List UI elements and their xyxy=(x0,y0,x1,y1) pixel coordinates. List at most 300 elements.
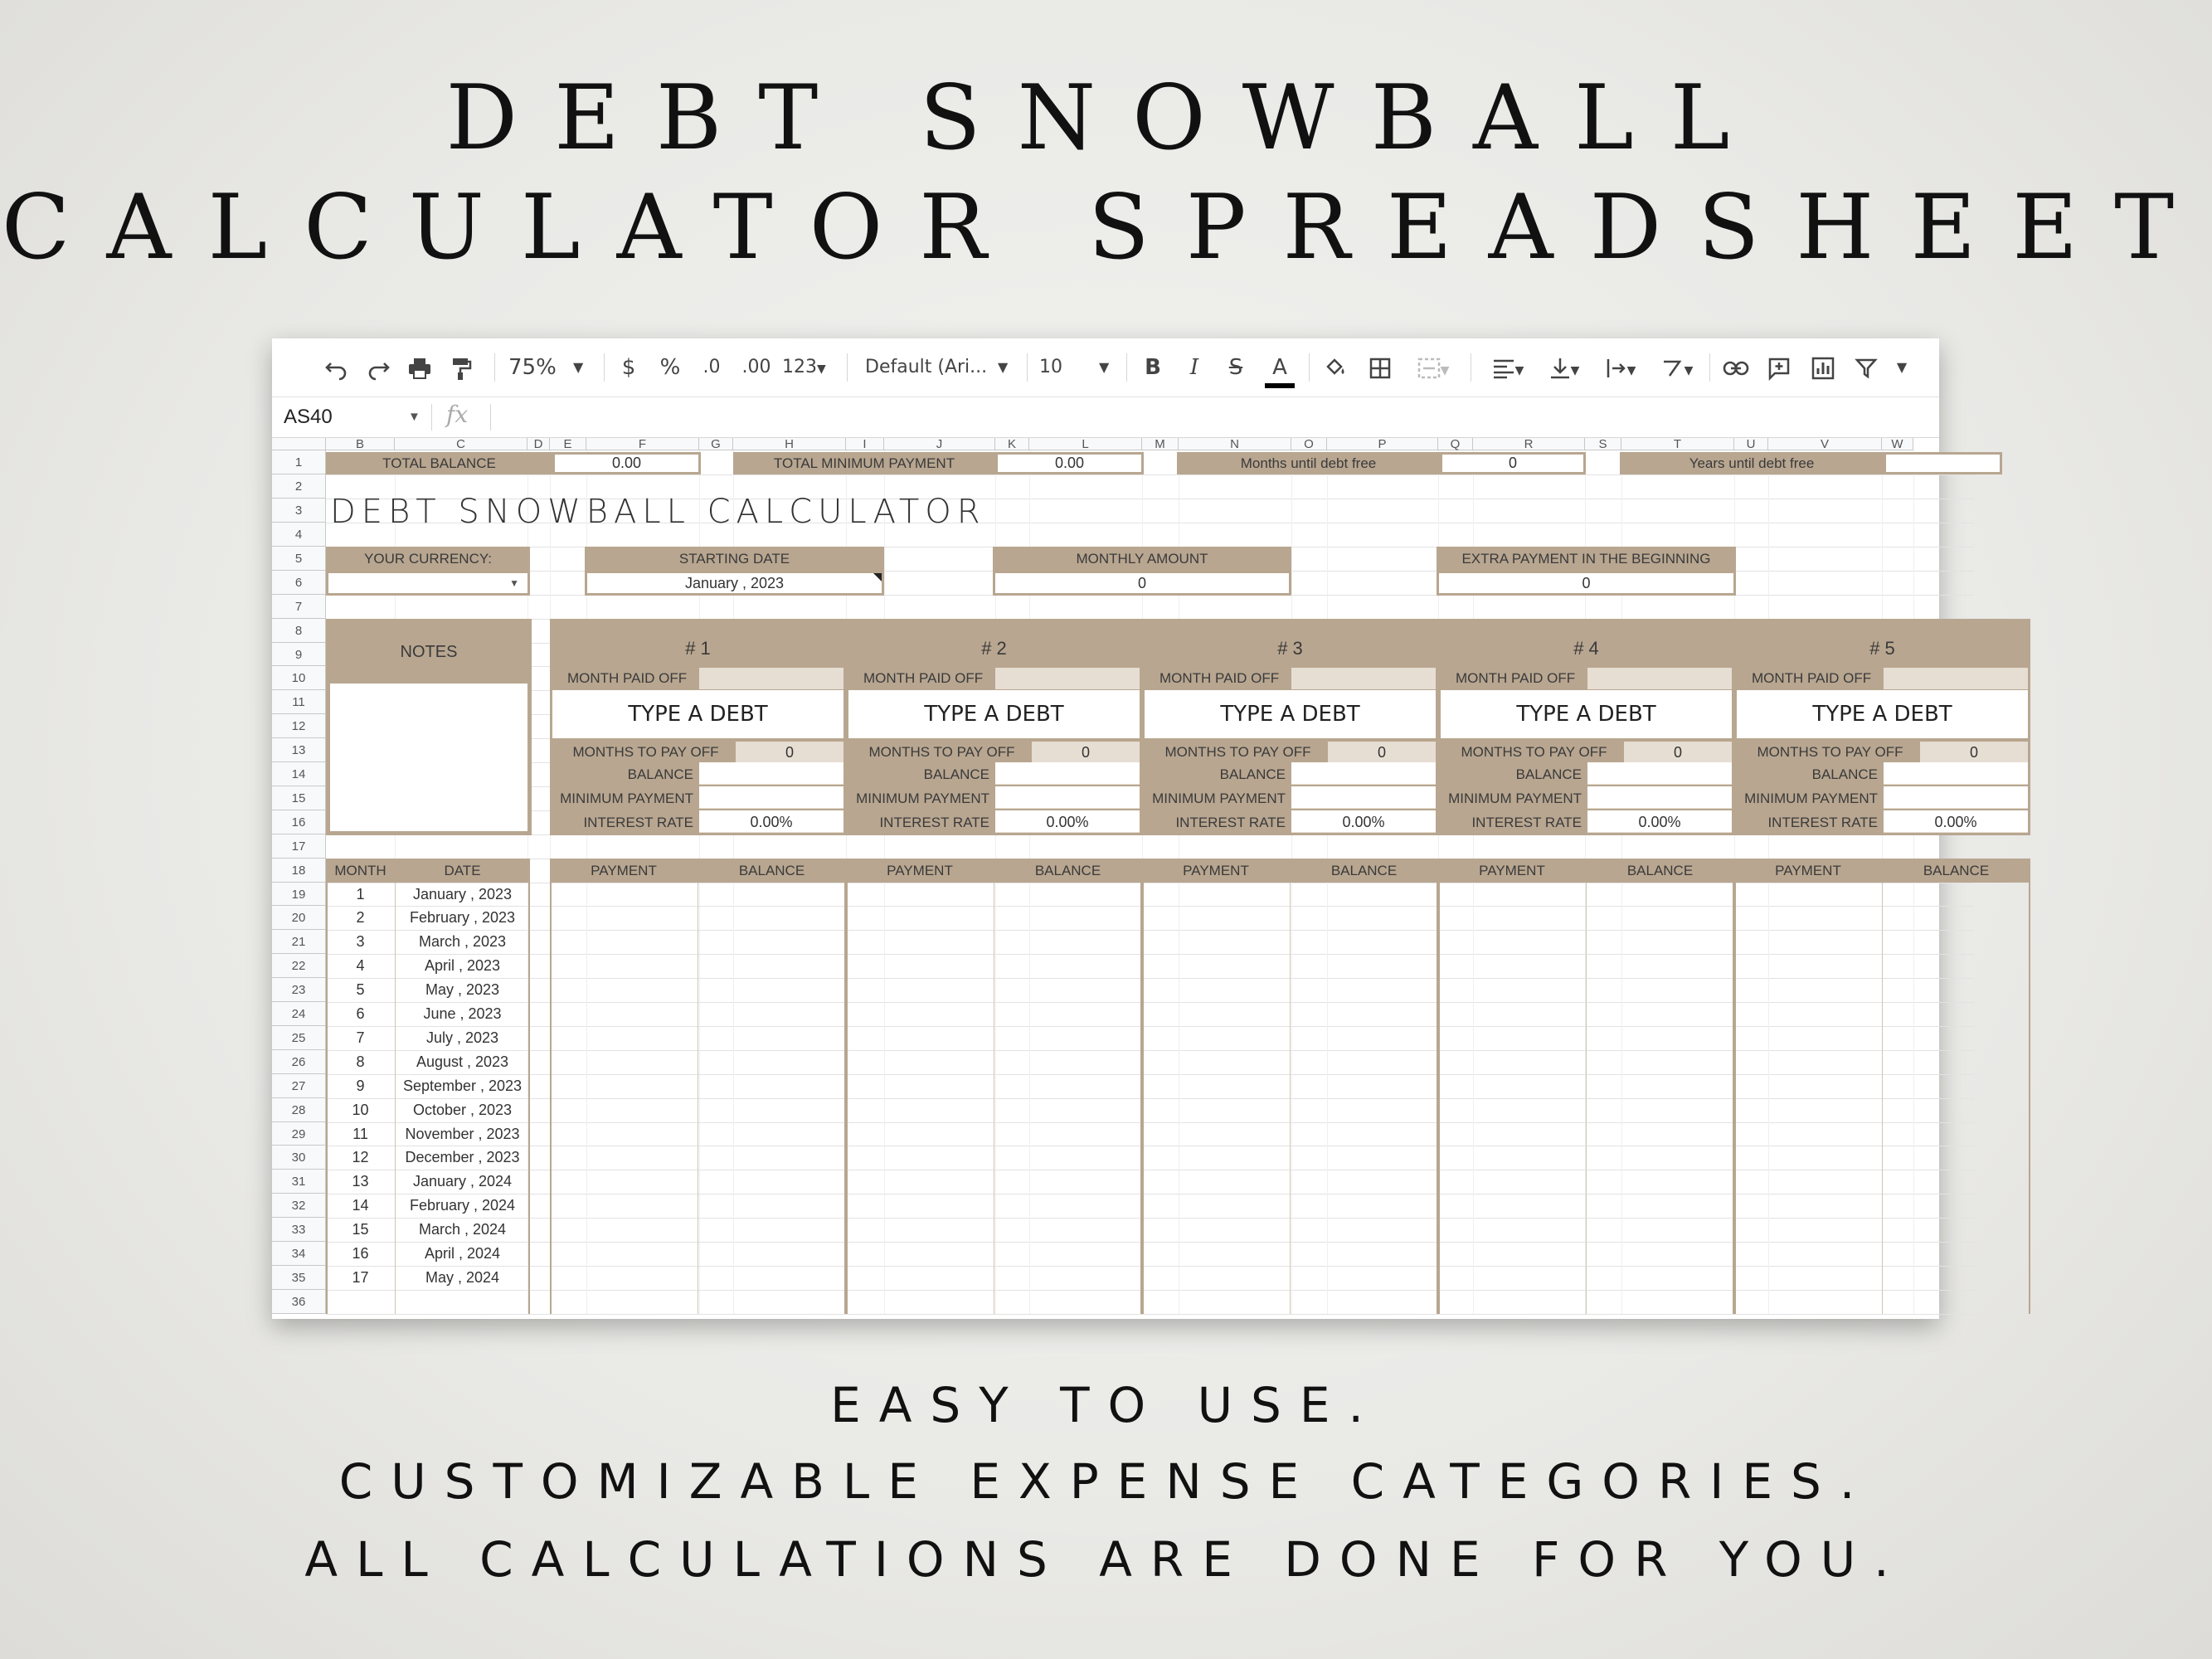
schedule-cell[interactable] xyxy=(1441,1266,1585,1290)
column-header-o[interactable]: O xyxy=(1291,438,1327,450)
schedule-cell[interactable] xyxy=(699,1026,843,1050)
schedule-cell[interactable] xyxy=(1291,1266,1436,1290)
row-header-4[interactable]: 4 xyxy=(272,523,326,547)
schedule-cell[interactable] xyxy=(1737,906,1881,930)
schedule-cell[interactable] xyxy=(848,1242,993,1266)
fill-color-icon[interactable] xyxy=(1319,350,1352,385)
schedule-cell[interactable] xyxy=(995,930,1140,954)
schedule-cell[interactable] xyxy=(1737,1122,1881,1146)
schedule-cell[interactable] xyxy=(1441,1218,1585,1242)
column-header-u[interactable]: U xyxy=(1734,438,1768,450)
schedule-cell[interactable] xyxy=(1145,1050,1289,1074)
row-header-25[interactable]: 25 xyxy=(272,1026,326,1050)
schedule-cell[interactable] xyxy=(848,978,993,1002)
schedule-cell[interactable] xyxy=(1737,1050,1881,1074)
schedule-cell[interactable] xyxy=(1884,1218,2028,1242)
schedule-cell[interactable] xyxy=(1884,1146,2028,1170)
insert-link-icon[interactable] xyxy=(1719,350,1753,385)
schedule-cell[interactable] xyxy=(1587,1242,1732,1266)
increase-decimals-button[interactable]: .00 xyxy=(741,357,771,377)
schedule-cell[interactable] xyxy=(1291,1002,1436,1026)
schedule-cell[interactable] xyxy=(699,1170,843,1194)
schedule-cell[interactable] xyxy=(848,1026,993,1050)
balance-input[interactable] xyxy=(699,762,843,785)
schedule-cell[interactable] xyxy=(1145,1122,1289,1146)
schedule-cell[interactable] xyxy=(1291,1026,1436,1050)
row-header-5[interactable]: 5 xyxy=(272,547,326,571)
schedule-cell[interactable] xyxy=(1884,883,2028,906)
row-header-7[interactable]: 7 xyxy=(272,595,326,619)
row-header-20[interactable]: 20 xyxy=(272,906,326,930)
row-header-3[interactable]: 3 xyxy=(272,499,326,523)
row-header-24[interactable]: 24 xyxy=(272,1002,326,1026)
schedule-cell[interactable] xyxy=(1884,1266,2028,1290)
schedule-cell[interactable] xyxy=(552,954,697,978)
debt-name-input[interactable]: TYPE A DEBT xyxy=(552,690,843,738)
row-header-11[interactable]: 11 xyxy=(272,690,326,714)
schedule-cell[interactable] xyxy=(1145,1218,1289,1242)
schedule-cell[interactable] xyxy=(1145,1290,1289,1314)
schedule-cell[interactable] xyxy=(848,1290,993,1314)
chevron-down-icon[interactable]: ▼ xyxy=(509,577,519,589)
balance-input[interactable] xyxy=(1884,762,2028,785)
schedule-cell[interactable] xyxy=(848,1266,993,1290)
formula-input[interactable] xyxy=(504,404,1914,431)
schedule-cell[interactable] xyxy=(1145,954,1289,978)
schedule-cell[interactable] xyxy=(552,1242,697,1266)
starting-date-input[interactable] xyxy=(585,571,884,596)
row-header-10[interactable]: 10 xyxy=(272,666,326,690)
align-horizontal-icon[interactable]: ▼ xyxy=(1483,350,1533,385)
balance-input[interactable] xyxy=(1587,762,1732,785)
schedule-cell[interactable] xyxy=(1291,1146,1436,1170)
schedule-cell[interactable] xyxy=(1884,1026,2028,1050)
schedule-cell[interactable] xyxy=(1441,1194,1585,1218)
months-until-debt-free-value[interactable]: 0 xyxy=(1440,452,1586,474)
schedule-cell[interactable] xyxy=(1441,1146,1585,1170)
total-minimum-payment-value[interactable]: 0.00 xyxy=(995,452,1144,474)
schedule-cell[interactable] xyxy=(699,1266,843,1290)
column-header-q[interactable]: Q xyxy=(1438,438,1473,450)
row-header-36[interactable]: 36 xyxy=(272,1290,326,1314)
schedule-cell[interactable] xyxy=(1441,1122,1585,1146)
schedule-cell[interactable] xyxy=(1441,883,1585,906)
schedule-cell[interactable] xyxy=(1145,1026,1289,1050)
column-header-r[interactable]: R xyxy=(1473,438,1585,450)
schedule-cell[interactable] xyxy=(848,954,993,978)
row-header-12[interactable]: 12 xyxy=(272,714,326,738)
schedule-cell[interactable] xyxy=(552,1002,697,1026)
row-header-18[interactable]: 18 xyxy=(272,859,326,883)
column-header-k[interactable]: K xyxy=(995,438,1029,450)
schedule-cell[interactable] xyxy=(552,1218,697,1242)
row-header-13[interactable]: 13 xyxy=(272,738,326,762)
schedule-cell[interactable] xyxy=(1291,1242,1436,1266)
month-paid-off-value[interactable] xyxy=(1291,668,1436,689)
schedule-cell[interactable] xyxy=(848,1122,993,1146)
schedule-cell[interactable] xyxy=(995,1122,1140,1146)
schedule-cell[interactable] xyxy=(699,1218,843,1242)
schedule-cell[interactable] xyxy=(848,1050,993,1074)
schedule-cell[interactable] xyxy=(1441,1026,1585,1050)
schedule-cell[interactable] xyxy=(1291,930,1436,954)
schedule-cell[interactable] xyxy=(552,883,697,906)
schedule-cell[interactable] xyxy=(848,930,993,954)
font-select[interactable] xyxy=(865,350,1014,385)
balance-input[interactable] xyxy=(1291,762,1436,785)
schedule-cell[interactable] xyxy=(699,1146,843,1170)
schedule-cell[interactable] xyxy=(995,1266,1140,1290)
schedule-cell[interactable] xyxy=(699,1122,843,1146)
strikethrough-button[interactable]: S xyxy=(1228,355,1243,380)
schedule-cell[interactable] xyxy=(1884,1050,2028,1074)
paint-format-icon[interactable] xyxy=(446,350,476,385)
schedule-cell[interactable] xyxy=(1441,1098,1585,1122)
schedule-cell[interactable] xyxy=(1884,1074,2028,1098)
balance-input[interactable] xyxy=(995,762,1140,785)
row-header-33[interactable]: 33 xyxy=(272,1218,326,1242)
schedule-cell[interactable] xyxy=(1587,1266,1732,1290)
schedule-cell[interactable] xyxy=(995,1050,1140,1074)
schedule-cell[interactable] xyxy=(1884,1098,2028,1122)
column-header-s[interactable]: S xyxy=(1585,438,1621,450)
schedule-cell[interactable] xyxy=(1441,1290,1585,1314)
schedule-cell[interactable] xyxy=(1291,1194,1436,1218)
schedule-cell[interactable] xyxy=(1737,1194,1881,1218)
schedule-cell[interactable] xyxy=(995,954,1140,978)
schedule-cell[interactable] xyxy=(1884,1122,2028,1146)
month-paid-off-value[interactable] xyxy=(1884,668,2028,689)
column-header-g[interactable]: G xyxy=(699,438,733,450)
schedule-cell[interactable] xyxy=(1145,1194,1289,1218)
schedule-cell[interactable] xyxy=(1441,954,1585,978)
schedule-cell[interactable] xyxy=(552,978,697,1002)
schedule-cell[interactable] xyxy=(1145,1002,1289,1026)
undo-icon[interactable] xyxy=(322,350,352,385)
row-header-32[interactable]: 32 xyxy=(272,1194,326,1218)
schedule-cell[interactable] xyxy=(1145,883,1289,906)
schedule-cell[interactable] xyxy=(1587,930,1732,954)
zoom-select[interactable] xyxy=(508,350,583,385)
schedule-cell[interactable] xyxy=(995,906,1140,930)
schedule-cell[interactable] xyxy=(552,1122,697,1146)
schedule-cell[interactable] xyxy=(1291,1170,1436,1194)
schedule-cell[interactable] xyxy=(1737,1074,1881,1098)
schedule-cell[interactable] xyxy=(848,906,993,930)
schedule-cell[interactable] xyxy=(1884,978,2028,1002)
schedule-cell[interactable] xyxy=(552,1050,697,1074)
minimum-payment-input[interactable] xyxy=(1884,786,2028,809)
schedule-cell[interactable] xyxy=(699,906,843,930)
row-header-14[interactable]: 14 xyxy=(272,762,326,786)
currency-input[interactable] xyxy=(326,571,530,596)
schedule-cell[interactable] xyxy=(1291,1290,1436,1314)
schedule-cell[interactable] xyxy=(552,1026,697,1050)
schedule-cell[interactable] xyxy=(1587,1050,1732,1074)
schedule-cell[interactable] xyxy=(1291,906,1436,930)
schedule-cell[interactable] xyxy=(1884,1242,2028,1266)
month-paid-off-value[interactable] xyxy=(699,668,843,689)
column-header-w[interactable]: W xyxy=(1882,438,1913,450)
schedule-cell[interactable] xyxy=(1587,1290,1732,1314)
schedule-cell[interactable] xyxy=(1145,1098,1289,1122)
row-header-16[interactable]: 16 xyxy=(272,810,326,834)
row-header-27[interactable]: 27 xyxy=(272,1074,326,1098)
schedule-cell[interactable] xyxy=(1737,883,1881,906)
schedule-cell[interactable] xyxy=(699,1002,843,1026)
interest-rate-input[interactable]: 0.00% xyxy=(1884,810,2028,833)
text-rotation-icon[interactable]: ▼ xyxy=(1652,350,1702,385)
schedule-cell[interactable] xyxy=(848,1002,993,1026)
schedule-cell[interactable] xyxy=(1291,883,1436,906)
schedule-cell[interactable] xyxy=(1737,930,1881,954)
interest-rate-input[interactable]: 0.00% xyxy=(1291,810,1436,833)
percent-format-button[interactable]: % xyxy=(659,355,681,380)
column-header-e[interactable]: E xyxy=(550,438,586,450)
schedule-cell[interactable] xyxy=(699,1194,843,1218)
schedule-cell[interactable] xyxy=(552,1098,697,1122)
schedule-cell[interactable] xyxy=(995,1290,1140,1314)
schedule-cell[interactable] xyxy=(848,1074,993,1098)
schedule-cell[interactable] xyxy=(848,1194,993,1218)
redo-icon[interactable] xyxy=(363,350,393,385)
schedule-cell[interactable] xyxy=(1587,1194,1732,1218)
column-header-i[interactable]: I xyxy=(846,438,884,450)
schedule-cell[interactable] xyxy=(848,1170,993,1194)
extra-payment-input[interactable] xyxy=(1437,571,1736,596)
schedule-cell[interactable] xyxy=(699,1074,843,1098)
borders-icon[interactable] xyxy=(1365,350,1395,385)
text-wrap-icon[interactable]: ▼ xyxy=(1596,350,1646,385)
schedule-cell[interactable] xyxy=(848,1218,993,1242)
schedule-cell[interactable] xyxy=(995,1002,1140,1026)
schedule-cell[interactable] xyxy=(995,1218,1140,1242)
row-header-6[interactable]: 6 xyxy=(272,571,326,595)
schedule-cell[interactable] xyxy=(699,883,843,906)
total-balance-value[interactable]: 0.00 xyxy=(552,452,701,474)
minimum-payment-input[interactable] xyxy=(1291,786,1436,809)
column-header-b[interactable]: B xyxy=(326,438,395,450)
schedule-cell[interactable] xyxy=(1587,1146,1732,1170)
schedule-cell[interactable] xyxy=(1441,1002,1585,1026)
schedule-cell[interactable] xyxy=(848,883,993,906)
schedule-cell[interactable] xyxy=(699,1290,843,1314)
schedule-cell[interactable] xyxy=(1441,1074,1585,1098)
debt-name-input[interactable]: TYPE A DEBT xyxy=(1441,690,1732,738)
schedule-cell[interactable] xyxy=(1737,1146,1881,1170)
row-header-21[interactable]: 21 xyxy=(272,930,326,954)
schedule-cell[interactable] xyxy=(1587,1098,1732,1122)
years-until-debt-free-value[interactable] xyxy=(1884,452,2002,474)
schedule-cell[interactable] xyxy=(699,1098,843,1122)
schedule-cell[interactable] xyxy=(1441,906,1585,930)
interest-rate-input[interactable]: 0.00% xyxy=(699,810,843,833)
align-vertical-icon[interactable]: ▼ xyxy=(1539,350,1589,385)
row-header-19[interactable]: 19 xyxy=(272,883,326,906)
schedule-cell[interactable] xyxy=(1441,1050,1585,1074)
schedule-cell[interactable] xyxy=(995,1074,1140,1098)
schedule-cell[interactable] xyxy=(1441,978,1585,1002)
font-size-select[interactable] xyxy=(1039,350,1114,385)
schedule-cell[interactable] xyxy=(1884,930,2028,954)
schedule-cell[interactable] xyxy=(1291,1050,1436,1074)
schedule-cell[interactable] xyxy=(1291,1098,1436,1122)
column-header-f[interactable]: F xyxy=(586,438,699,450)
schedule-cell[interactable] xyxy=(848,1098,993,1122)
schedule-cell[interactable] xyxy=(1737,1026,1881,1050)
row-header-26[interactable]: 26 xyxy=(272,1050,326,1074)
decrease-decimals-button[interactable]: .0 xyxy=(702,357,721,377)
schedule-cell[interactable] xyxy=(1737,1218,1881,1242)
minimum-payment-input[interactable] xyxy=(699,786,843,809)
schedule-cell[interactable] xyxy=(552,906,697,930)
schedule-cell[interactable] xyxy=(995,1194,1140,1218)
schedule-cell[interactable] xyxy=(1145,930,1289,954)
italic-button[interactable]: I xyxy=(1189,355,1199,380)
column-header-l[interactable]: L xyxy=(1029,438,1142,450)
schedule-cell[interactable] xyxy=(552,1266,697,1290)
schedule-cell[interactable] xyxy=(1145,1074,1289,1098)
insert-chart-icon[interactable] xyxy=(1806,350,1840,385)
schedule-cell[interactable] xyxy=(848,1146,993,1170)
schedule-cell[interactable] xyxy=(1587,978,1732,1002)
schedule-cell[interactable] xyxy=(1145,1146,1289,1170)
schedule-cell[interactable] xyxy=(1291,954,1436,978)
schedule-cell[interactable] xyxy=(1587,1002,1732,1026)
schedule-cell[interactable] xyxy=(1587,1170,1732,1194)
notes-input[interactable] xyxy=(330,684,527,831)
schedule-cell[interactable] xyxy=(552,1194,697,1218)
schedule-cell[interactable] xyxy=(1884,954,2028,978)
column-header-p[interactable]: P xyxy=(1327,438,1438,450)
debt-name-input[interactable]: TYPE A DEBT xyxy=(848,690,1140,738)
schedule-cell[interactable] xyxy=(1587,906,1732,930)
schedule-cell[interactable] xyxy=(1145,978,1289,1002)
schedule-cell[interactable] xyxy=(1145,1242,1289,1266)
row-header-2[interactable]: 2 xyxy=(272,474,326,499)
schedule-cell[interactable] xyxy=(1737,1266,1881,1290)
schedule-cell[interactable] xyxy=(699,930,843,954)
print-icon[interactable] xyxy=(405,350,435,385)
interest-rate-input[interactable]: 0.00% xyxy=(1587,810,1732,833)
schedule-cell[interactable] xyxy=(1737,1170,1881,1194)
schedule-cell[interactable] xyxy=(552,1074,697,1098)
row-header-15[interactable]: 15 xyxy=(272,786,326,810)
schedule-cell[interactable] xyxy=(1587,1122,1732,1146)
filter-icon[interactable] xyxy=(1850,350,1883,385)
schedule-cell[interactable] xyxy=(699,954,843,978)
debt-name-input[interactable]: TYPE A DEBT xyxy=(1737,690,2028,738)
row-header-35[interactable]: 35 xyxy=(272,1266,326,1290)
row-header-23[interactable]: 23 xyxy=(272,978,326,1002)
schedule-cell[interactable] xyxy=(1441,1170,1585,1194)
interest-rate-input[interactable]: 0.00% xyxy=(995,810,1140,833)
row-header-8[interactable]: 8 xyxy=(272,619,326,643)
text-color-button[interactable] xyxy=(1263,350,1296,385)
schedule-cell[interactable] xyxy=(995,1026,1140,1050)
debt-name-input[interactable]: TYPE A DEBT xyxy=(1145,690,1436,738)
column-header-h[interactable]: H xyxy=(733,438,846,450)
schedule-cell[interactable] xyxy=(995,1170,1140,1194)
schedule-cell[interactable] xyxy=(995,1242,1140,1266)
column-header-n[interactable]: N xyxy=(1179,438,1291,450)
schedule-cell[interactable] xyxy=(1145,1170,1289,1194)
schedule-cell[interactable] xyxy=(1737,1098,1881,1122)
schedule-cell[interactable] xyxy=(699,1050,843,1074)
schedule-cell[interactable] xyxy=(1737,1002,1881,1026)
schedule-cell[interactable] xyxy=(552,930,697,954)
row-header-34[interactable]: 34 xyxy=(272,1242,326,1266)
name-box[interactable] xyxy=(284,402,425,432)
schedule-cell[interactable] xyxy=(1441,930,1585,954)
column-header-m[interactable]: M xyxy=(1142,438,1179,450)
schedule-cell[interactable] xyxy=(1441,1242,1585,1266)
schedule-cell[interactable] xyxy=(1587,1218,1732,1242)
schedule-cell[interactable] xyxy=(1145,906,1289,930)
row-header-9[interactable]: 9 xyxy=(272,643,326,666)
schedule-cell[interactable] xyxy=(1737,978,1881,1002)
row-header-1[interactable]: 1 xyxy=(272,450,326,474)
schedule-cell[interactable] xyxy=(1291,1218,1436,1242)
column-header-c[interactable]: C xyxy=(395,438,527,450)
schedule-cell[interactable] xyxy=(1587,954,1732,978)
filter-menu-chevron-icon[interactable]: ▼ xyxy=(1896,359,1908,375)
column-header-t[interactable]: T xyxy=(1621,438,1734,450)
month-paid-off-value[interactable] xyxy=(995,668,1140,689)
monthly-amount-input[interactable] xyxy=(993,571,1291,596)
schedule-cell[interactable] xyxy=(995,883,1140,906)
schedule-cell[interactable] xyxy=(1587,883,1732,906)
schedule-cell[interactable] xyxy=(1884,1194,2028,1218)
schedule-cell[interactable] xyxy=(552,1290,697,1314)
insert-comment-icon[interactable] xyxy=(1762,350,1796,385)
row-header-29[interactable]: 29 xyxy=(272,1122,326,1146)
schedule-cell[interactable] xyxy=(1884,1290,2028,1314)
schedule-cell[interactable] xyxy=(1884,1002,2028,1026)
row-header-28[interactable]: 28 xyxy=(272,1098,326,1122)
schedule-cell[interactable] xyxy=(1291,978,1436,1002)
bold-button[interactable]: B xyxy=(1145,355,1161,380)
schedule-cell[interactable] xyxy=(1587,1026,1732,1050)
schedule-cell[interactable] xyxy=(1291,1074,1436,1098)
schedule-cell[interactable] xyxy=(1737,1290,1881,1314)
schedule-cell[interactable] xyxy=(1587,1074,1732,1098)
schedule-cell[interactable] xyxy=(552,1170,697,1194)
row-header-22[interactable]: 22 xyxy=(272,954,326,978)
more-formats-button[interactable] xyxy=(782,350,835,385)
schedule-cell[interactable] xyxy=(1737,1242,1881,1266)
schedule-cell[interactable] xyxy=(995,978,1140,1002)
schedule-cell[interactable] xyxy=(1737,954,1881,978)
schedule-cell[interactable] xyxy=(1884,1170,2028,1194)
column-header-j[interactable]: J xyxy=(884,438,995,450)
schedule-cell[interactable] xyxy=(1291,1122,1436,1146)
merge-cells-icon[interactable]: ▼ xyxy=(1408,350,1458,385)
row-header-31[interactable]: 31 xyxy=(272,1170,326,1194)
row-header-30[interactable]: 30 xyxy=(272,1146,326,1170)
month-paid-off-value[interactable] xyxy=(1587,668,1732,689)
schedule-cell[interactable] xyxy=(699,978,843,1002)
schedule-cell[interactable] xyxy=(995,1098,1140,1122)
schedule-cell[interactable] xyxy=(699,1242,843,1266)
row-header-17[interactable]: 17 xyxy=(272,834,326,859)
column-header-v[interactable]: V xyxy=(1768,438,1882,450)
column-header-d[interactable]: D xyxy=(527,438,550,450)
schedule-cell[interactable] xyxy=(995,1146,1140,1170)
currency-format-button[interactable]: $ xyxy=(621,355,636,380)
minimum-payment-input[interactable] xyxy=(1587,786,1732,809)
minimum-payment-input[interactable] xyxy=(995,786,1140,809)
